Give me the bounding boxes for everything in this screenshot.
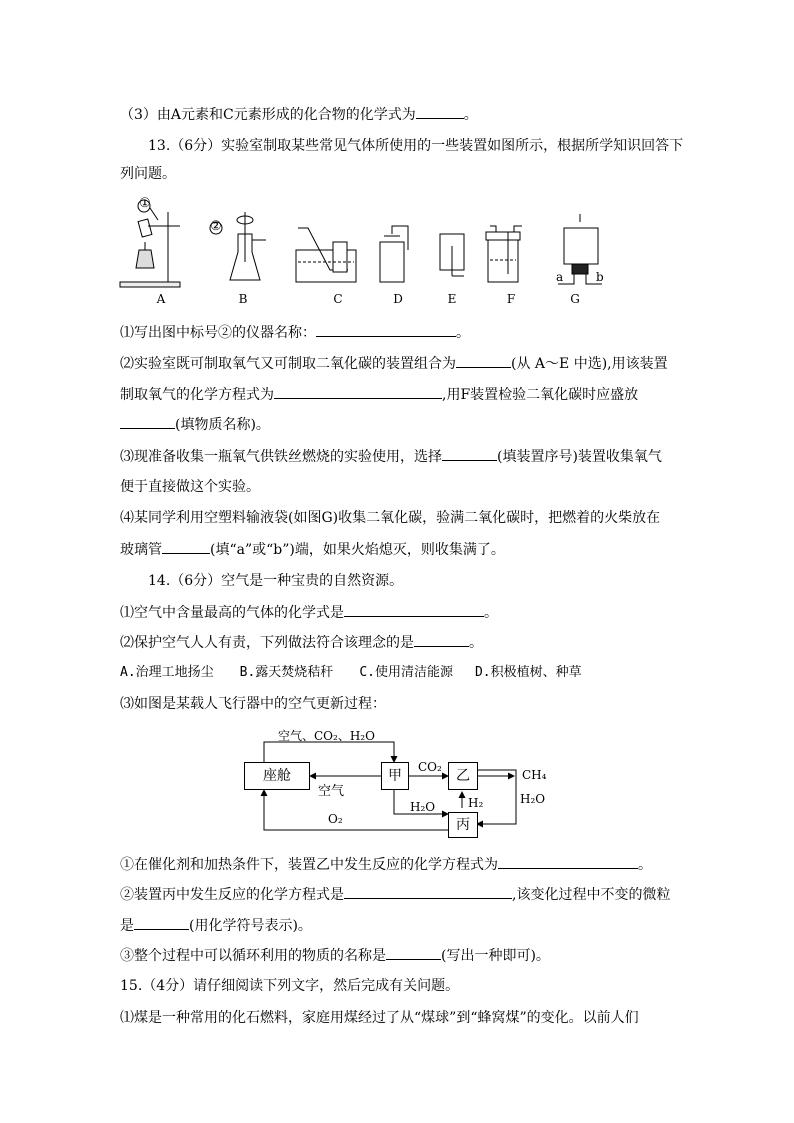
q14-part2: ⑵保护空气人人有责，下列做法符合该理念的是 。 (120, 632, 483, 653)
q14-sub1: ①在催化剂和加热条件下，装置乙中发生反应的化学方程式为 。 (120, 854, 652, 875)
label-a: A (156, 292, 166, 306)
label-ch4: CH₄ (522, 768, 547, 782)
answer-blank[interactable] (120, 414, 175, 429)
option-d[interactable]: D.积极植树、种草 (474, 665, 582, 680)
q15-part1: ⑴煤是一种常用的化石燃料，家庭用煤经过了从“煤球”到“蜂窝煤”的变化。以前人们 (120, 1010, 639, 1026)
q13-part3: ⑶现准备收集一瓶氧气供铁丝燃烧的实验使用，选择 (填装置序号)装置收集氧气 (120, 446, 662, 467)
q13-part2-cont2: (填物质名称)。 (120, 414, 270, 435)
q14-part1: ⑴空气中含量最高的气体的化学式是 。 (120, 602, 498, 623)
label-d: D (393, 292, 403, 306)
answer-blank[interactable] (442, 446, 497, 461)
g-label-b: b (596, 270, 604, 284)
q13-part1: ⑴写出图中标号②的仪器名称： 。 (120, 322, 470, 343)
g-label-a: a (556, 270, 564, 284)
label-c: C (333, 292, 343, 306)
answer-blank[interactable] (456, 353, 511, 368)
answer-blank[interactable] (416, 104, 464, 119)
apparatus-d (380, 226, 408, 282)
q13-header-cont: 列问题。 (120, 166, 176, 182)
label-air: 空气 (318, 784, 345, 799)
answer-blank[interactable] (386, 945, 441, 960)
label-co2: CO₂ (418, 760, 442, 774)
device-bing-box: 丙 (448, 812, 478, 838)
q14-sub2: ②装置丙中发生反应的化学方程式是 ,该变化过程中不变的微粒 (120, 884, 670, 905)
lab-apparatus-figure (118, 190, 618, 308)
q14-options (120, 663, 582, 683)
q14-header: 14.（6分）空气是一种宝贵的自然资源。 (148, 573, 404, 589)
option-a[interactable]: A.治理工地扬尘 (120, 665, 214, 680)
label-top-flow: 空气、CO₂、H₂O (278, 729, 375, 743)
q12-part3: （3）由A元素和C元素形成的化合物的化学式为 。 (120, 104, 478, 125)
label-b: B (238, 292, 248, 306)
label-e: E (447, 292, 457, 306)
q13-part4: ⑷某同学利用空塑料输液袋(如图G)收集二氧化碳，验满二氧化碳时，把燃着的火柴放在 (120, 510, 661, 526)
q13-part2: ⑵实验室既可制取氧气又可制取二氧化碳的装置组合为 (从 A～E 中选),用该装置 (120, 353, 668, 374)
label-h2o-left: H₂O (410, 800, 436, 814)
option-c[interactable]: C.使用清洁能源 (359, 665, 453, 680)
label-g: G (570, 292, 580, 306)
apparatus-a (120, 200, 180, 287)
q13-part3-cont: 便于直接做这个实验。 (120, 479, 260, 495)
answer-blank[interactable] (414, 632, 469, 647)
label-h2o-right: H₂O (520, 792, 546, 806)
cabin-box: 座舱 (244, 762, 310, 790)
answer-blank[interactable] (498, 854, 638, 869)
q14-part3: ⑶如图是某载人飞行器中的空气更新过程： (120, 696, 386, 712)
label-f: F (506, 292, 516, 306)
answer-blank[interactable] (344, 884, 512, 899)
answer-blank[interactable] (274, 384, 442, 399)
label-h2: H₂ (468, 796, 484, 810)
q13-part4-cont: 玻璃管 (填“a”或“b”)端，如果火焰熄灭，则收集满了。 (120, 539, 505, 560)
answer-blank[interactable] (134, 915, 189, 930)
device-jia-box: 甲 (381, 762, 409, 790)
apparatus-f (486, 226, 522, 282)
mark-2: ② (210, 219, 222, 234)
q15-header: 15.（4分）请仔细阅读下列文字，然后完成有关问题。 (120, 978, 460, 994)
option-b[interactable]: B.露天焚烧秸秆 (239, 665, 334, 680)
answer-blank[interactable] (316, 322, 456, 337)
q13-part2-cont: 制取氧气的化学方程式为 ,用F装置检验二氧化碳时应盛放 (120, 384, 638, 405)
label-o2: O₂ (328, 812, 343, 826)
q13-header: 13.（6分）实验室制取某些常见气体所使用的一些装置如图所示，根据所学知识回答下 (148, 138, 684, 154)
answer-blank[interactable] (162, 539, 210, 554)
mark-1: ① (139, 196, 151, 211)
q14-sub3: ③整个过程中可以循环利用的物质的名称是 (写出一种即可)。 (120, 945, 550, 966)
answer-blank[interactable] (344, 602, 484, 617)
device-yi-box: 乙 (448, 762, 478, 790)
q14-sub2-cont: 是 (用化学符号表示)。 (120, 915, 312, 936)
apparatus-c (296, 228, 356, 282)
apparatus-e (440, 234, 464, 276)
